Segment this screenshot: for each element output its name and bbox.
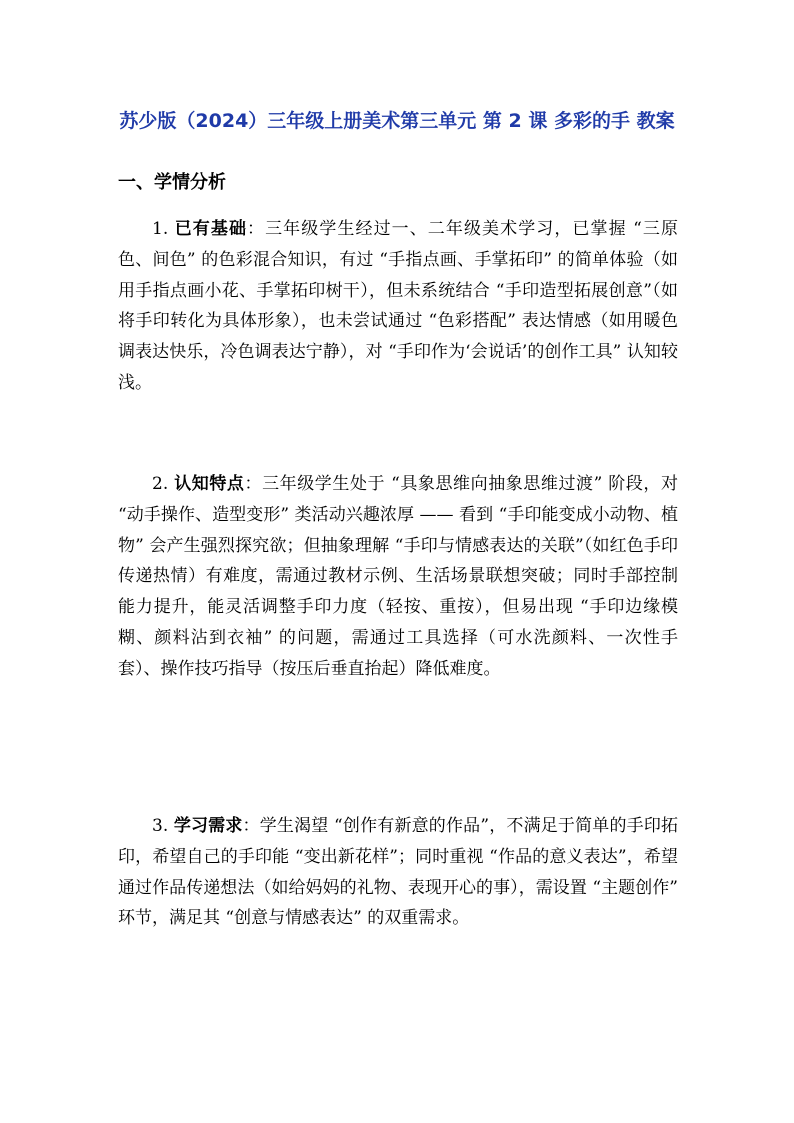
document-title: 苏少版（2024）三年级上册美术第三单元 第 2 课 多彩的手 教案 [119, 110, 675, 132]
paragraph-number: 1. [152, 219, 169, 239]
paragraph-text: 三年级学生经过一、二年级美术学习，已掌握 “三原色、间色” 的色彩混合知识，有过 “手指点画、手掌拓印” 的简单体验（如用手指点画小花、手掌拓印树干），但未系统结合 “手印造型拓展创意”（如将手印转化为具体形象），也未尝试通过 “色彩搭配” 表达情感（如用暖色调表达快乐，冷色调表达宁静），对 “手印作为‘会说话’的创作工具” 认知较浅。 [118, 219, 678, 393]
paragraph-separator: ： [242, 816, 260, 836]
paragraph-label: 已有基础 [174, 219, 248, 239]
paragraph-text: 三年级学生处于 “具象思维向抽象思维过渡” 阶段，对 “动手操作、造型变形” 类活动兴趣浓厚 —— 看到 “手印能变成小动物、植物” 会产生强烈探究欲；但抽象理解 “手印与情感表达的关联”（如红色手印传递热情）有难度，需通过教材示例、生活场景联想突破；同时手部控制能力提升，能灵活调整手印力度（轻按、重按），但易出现 “手印边缘模糊、颜料沾到衣袖” 的问题，需通过工具选择（可水洗颜料、一次性手套）、操作技巧指导（按压后垂直抬起）降低难度。 [118, 474, 679, 679]
section-heading: 一、学情分析 [118, 172, 226, 193]
paragraph-separator: ： [244, 474, 263, 494]
paragraph-learning-needs [118, 811, 678, 934]
paragraph-label: 认知特点 [174, 474, 245, 494]
paragraph-label: 学习需求 [173, 816, 243, 836]
paragraph-cognitive-traits [118, 469, 678, 685]
paragraph-text: 学生渴望 “创作有新意的作品”，不满足于简单的手印拓印，希望自己的手印能 “变出新花样”；同时重视 “作品的意义表达”，希望通过作品传递想法（如给妈妈的礼物、表现开心的事），需设置 “主题创作” 环节，满足其 “创意与情感表达” 的双重需求。 [118, 816, 679, 929]
paragraph-existing-foundation [118, 214, 678, 399]
paragraph-separator: ： [247, 219, 266, 239]
paragraph-number: 2. [152, 474, 169, 494]
paragraph-number: 3. [152, 816, 169, 836]
